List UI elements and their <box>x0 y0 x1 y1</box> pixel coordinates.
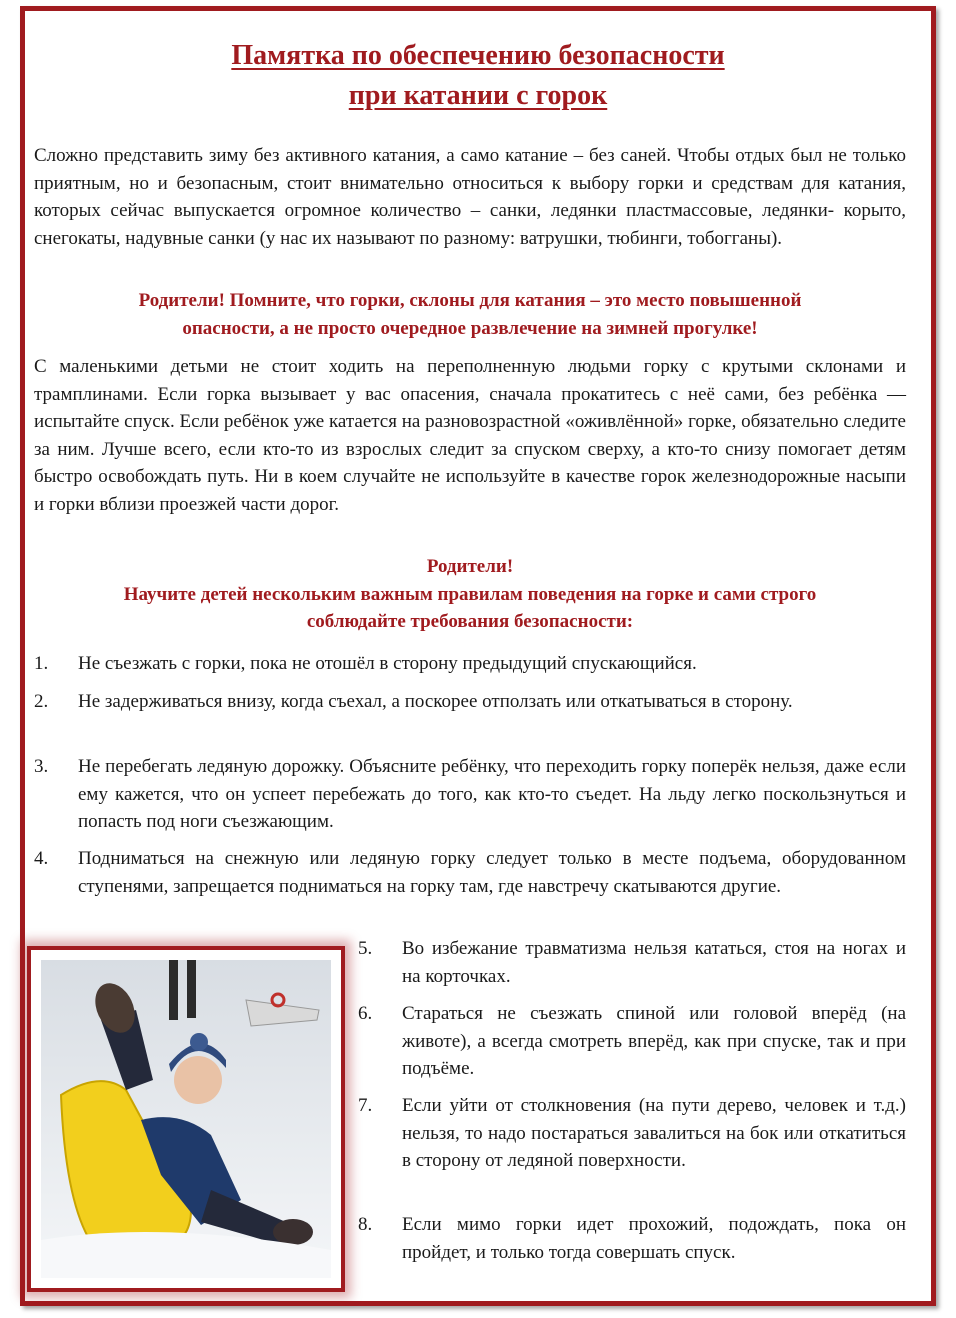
rule-item <box>358 1211 906 1266</box>
rule-number: 8. <box>358 1214 373 1235</box>
background-person-leg <box>169 960 178 1020</box>
rule-text: Не задерживаться внизу, когда съехал, а поскорее отползать или откатываться в сторону. <box>78 691 793 712</box>
rule-item <box>34 845 906 900</box>
warning-line-1: Родители! Помните, что горки, склоны для катания – это место повышенной <box>138 290 802 311</box>
call-block <box>34 553 906 636</box>
rule-text: Во избежание травматизма нельзя кататься, стоя на ногах и на корточках. <box>402 938 906 987</box>
page-title <box>0 36 956 116</box>
rule-item <box>34 650 906 678</box>
call-line-2: Научите детей нескольким важным правилам поведения на горке и сами строго <box>123 583 817 605</box>
rule-item <box>34 688 906 716</box>
rule-number: 4. <box>34 848 49 869</box>
child-face <box>174 1056 222 1104</box>
rule-item <box>34 753 906 836</box>
rule-text: Если уйти от столкновения (на пути дерево, человек и т.д.) нельзя, то надо постараться завалиться на бок или откатиться в сторону от ледяной поверхности. <box>402 1095 906 1171</box>
call-line-3: соблюдайте требования безопасности: <box>306 611 634 632</box>
title-line-2: при катании с горок <box>348 80 608 111</box>
rule-text: Подниматься на снежную или ледяную горку следует только в месте подъема, оборудованном ступенями, запрещается подниматься на горку там, где навстречу скатываются другие. <box>78 848 906 897</box>
rule-text: Стараться не съезжать спиной или головой вперёд (на животе), а всегда смотреть вперёд, как при спуске, так и при подъёме. <box>402 1003 906 1079</box>
intro-paragraph: Сложно представить зиму без активного катания, а само катание – без саней. Чтобы отдых был не только приятным, но и безопасным, стоит внимательно относиться к выбору горки и средствам для катания, которых сейчас выпускается огромное количество – санки, ледянки пластмассовые, ледянки- корыто, снегокаты, надувные санки (у нас их называют по разному: ватрушки, тюбинги, тобогганы). <box>34 145 906 249</box>
warning-line-2: опасности, а не просто очередное развлечение на зимней прогулке! <box>182 317 758 339</box>
rule-number: 6. <box>358 1003 373 1024</box>
rule-text: Не съезжать с горки, пока не отошёл в сторону предыдущий спускающийся. <box>78 653 697 674</box>
rule-number: 2. <box>34 691 49 712</box>
rule-number: 1. <box>34 653 49 674</box>
rule-item <box>358 1000 906 1083</box>
child-boot <box>273 1219 313 1245</box>
rule-text: Не перебегать ледяную дорожку. Объясните ребёнку, что переходить горку поперёк нельзя, даже если ему кажется, что он успеет перебежать до того, как кто-то съедет. На льду легко поскользнуться и попасть под ноги съезжающим. <box>78 756 906 832</box>
call-line-1: Родители! <box>426 556 514 577</box>
rule-number: 3. <box>34 756 49 777</box>
rule-item <box>358 1092 906 1175</box>
warning-block <box>34 287 906 342</box>
rule-text: Если мимо горки идет прохожий, подождать, пока он пройдет, и только тогда совершать спуск. <box>402 1214 906 1263</box>
hat-pompom <box>190 1033 208 1051</box>
photo-frame <box>27 946 345 1292</box>
title-line-1: Памятка по обеспечению безопасности <box>231 40 725 71</box>
rule-number: 5. <box>358 938 373 959</box>
rule-number: 7. <box>358 1095 373 1116</box>
child-sledding-photo <box>41 960 331 1278</box>
advice-paragraph: С маленькими детьми не стоит ходить на переполненную людьми горку с крутыми склонами и трамплинами. Если горка вызывает у вас опасения, сначала прокатитесь с неё сами, без ребёнка — испытайте спуск. Если ребёнок уже катается на разновозрастной «оживлённой» горке, обязательно следите за ним. Лучше всего, если кто-то из взрослых следит за спуском сверху, а кто-то снизу помогает детям быстро освобождать путь. Ни в коем случайте не используйте в качестве горок железнодорожные насыпи и горки вблизи проезжей части дорог. <box>34 356 906 515</box>
background-person-leg <box>187 960 196 1018</box>
rule-item <box>358 935 906 990</box>
